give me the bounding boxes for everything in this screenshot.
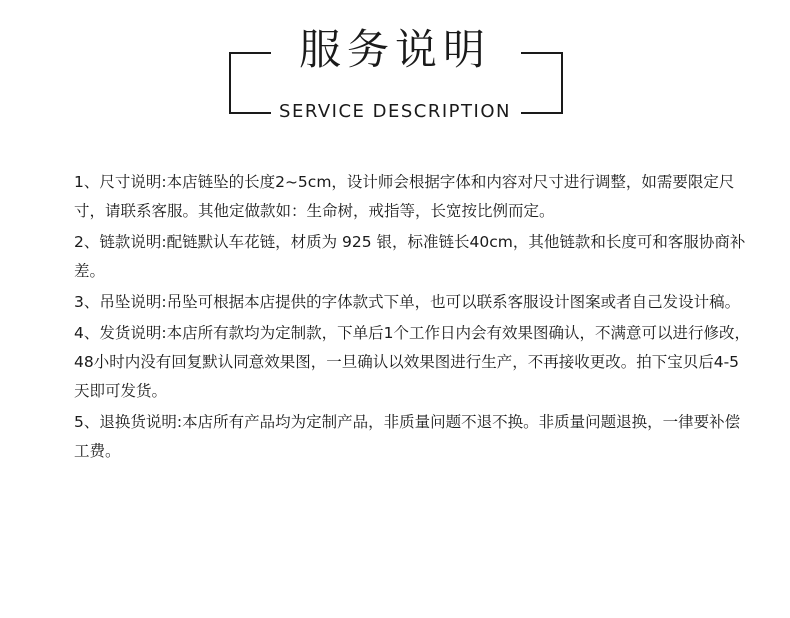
item-chain: 2、链款说明:配链默认车花链，材质为 925 银，标准链长40cm，其他链款和长度可和客服协商补差。 bbox=[74, 233, 746, 280]
item-returns: 5、退换货说明:本店所有产品均为定制产品，非质量问题不退不换。非质量问题退换，一律要补偿工费。 bbox=[74, 413, 741, 460]
service-description-list bbox=[74, 168, 754, 468]
item-size: 1、尺寸说明:本店链坠的长度2~5cm，设计师会根据字体和内容对尺寸进行调整，如需要限定尺寸，请联系客服。其他定做款如：生命树，戒指等，长宽按比例而定。 bbox=[74, 173, 735, 220]
item-shipping: 4、发货说明:本店所有款均为定制款，下单后1个工作日内会有效果图确认，不满意可以进行修改，48小时内没有回复默认同意效果图，一旦确认以效果图进行生产，不再接收更改。拍下宝贝后4-5天即可发货。 bbox=[74, 324, 750, 400]
section-header bbox=[0, 0, 790, 130]
title-english: SERVICE DESCRIPTION bbox=[0, 100, 790, 124]
title-chinese: 服务说明 bbox=[0, 24, 790, 76]
item-pendant: 3、吊坠说明:吊坠可根据本店提供的字体款式下单，也可以联系客服设计图案或者自己发设计稿。 bbox=[74, 293, 741, 311]
